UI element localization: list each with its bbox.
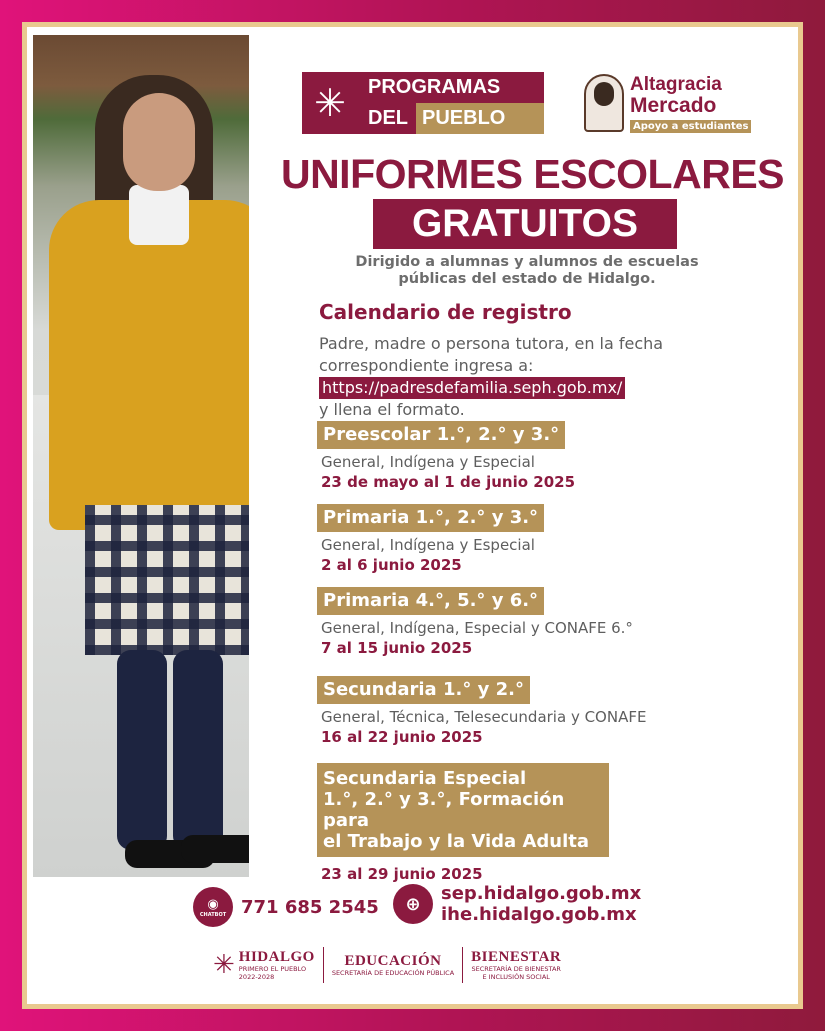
altagracia-mercado-logo [584,72,754,134]
level-primaria-1-3 [317,504,544,574]
portrait-icon [584,74,624,132]
poster-frame [22,22,803,1009]
star-flower-icon: ✳ [302,72,358,134]
level-secundaria-1-2 [317,676,646,746]
website-sep[interactable]: sep.hidalgo.gob.mx [441,883,642,904]
title-line1: UNIFORMES ESCOLARES [280,151,785,197]
level-preescolar [317,421,575,491]
hidalgo-logo [205,949,323,981]
level-label: Secundaria Especial 1.°, 2.° y 3.°, Formación para el Trabajo y la Vida Adulta [317,763,609,857]
website-ihe[interactable]: ihe.hidalgo.gob.mx [441,904,637,925]
subtitle: Dirigido a alumnas y alumnos de escuelas públicas del estado de Hidalgo. [355,254,699,287]
bienestar-name: BIENESTAR [471,949,562,965]
hidalgo-sub: PRIMERO EL PUEBLO [238,965,307,973]
chatbot-contact [193,887,379,927]
bienestar-sub1: SECRETARÍA DE BIENESTAR [471,965,561,973]
level-date: 7 al 15 junio 2025 [321,639,473,657]
registration-link[interactable]: https://padresdefamilia.seph.gob.mx/ [319,377,625,399]
level-label: Secundaria 1.° y 2.° [317,676,530,704]
level-secundaria-especial [317,763,609,883]
level-date: 2 al 6 junio 2025 [321,556,462,574]
web-contact [393,883,641,925]
level-desc: General, Indígena, Especial y CONAFE 6.° [321,619,633,637]
hidalgo-years: 2022-2028 [238,972,275,981]
level-label: Primaria 1.°, 2.° y 3.° [317,504,544,532]
logo-line1: PROGRAMAS [358,72,544,103]
level-desc: General, Indígena y Especial [321,453,535,471]
educacion-name: EDUCACIÓN [344,952,442,969]
star-flower-icon: ✳ [213,950,235,980]
globe-icon: ⊕ [393,884,433,924]
intro-after: y llena el formato. [319,400,465,419]
logo-line2b: PUEBLO [416,103,544,134]
bienestar-sub2: E INCLUSIÓN SOCIAL [482,972,550,981]
logo-name1: Altagracia [630,74,722,95]
calendar-title: Calendario de registro [319,300,572,324]
bienestar-logo [463,949,569,981]
logo-tag: Apoyo a estudiantes [630,120,751,133]
level-date: 23 al 29 junio 2025 [321,865,483,883]
calendar-intro [319,333,709,421]
logo-name2: Mercado [630,94,717,117]
footer-logos [205,943,655,987]
level-primaria-4-6 [317,587,633,657]
intro-text: Padre, madre o persona tutora, en la fecha correspondiente ingresa a: [319,334,664,375]
programas-del-pueblo-logo [302,72,544,134]
level-label: Primaria 4.°, 5.° y 6.° [317,587,544,615]
logo-line2a: DEL [358,103,416,134]
title-line2: GRATUITOS [373,199,677,249]
chatbot-label: CHATBOT [199,911,227,918]
educacion-sub: SECRETARÍA DE EDUCACIÓN PÚBLICA [331,968,455,977]
level-desc: General, Indígena y Especial [321,536,535,554]
level-date: 23 de mayo al 1 de junio 2025 [321,473,576,491]
level-label: Preescolar 1.°, 2.° y 3.° [317,421,565,449]
student-photo [33,35,249,877]
chatbot-icon[interactable]: ◉ CHATBOT [193,887,233,927]
educacion-logo [324,953,462,978]
level-desc: General, Técnica, Telesecundaria y CONAFE [321,708,647,726]
level-date: 16 al 22 junio 2025 [321,728,483,746]
hidalgo-name: HIDALGO [238,949,315,965]
phone-number[interactable]: 771 685 2545 [241,896,379,918]
